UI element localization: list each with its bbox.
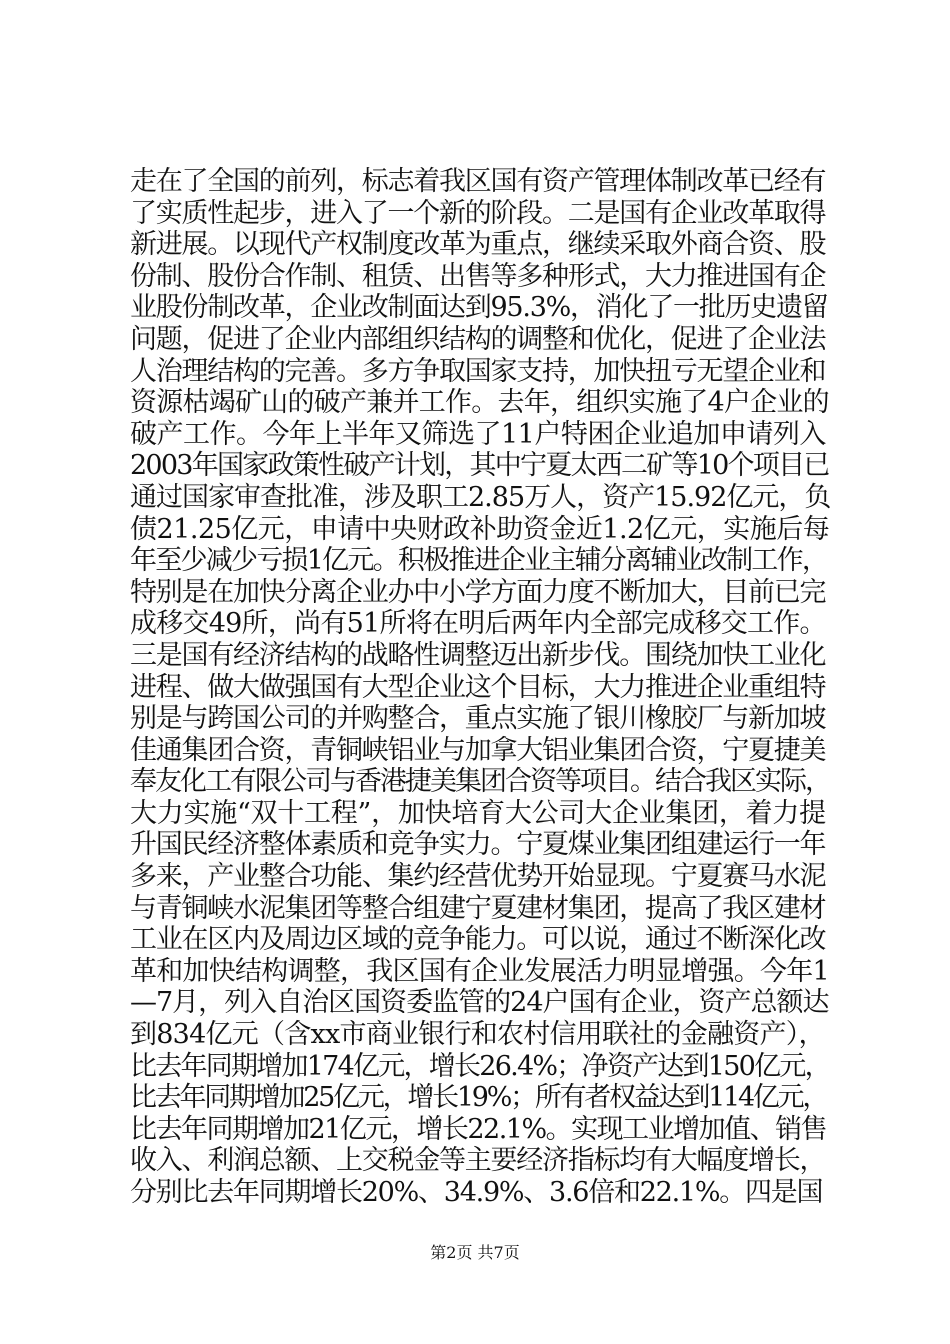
text-line: 新进展。以现代产权制度改革为重点，继续采取外商合资、股	[130, 229, 826, 261]
text-line: 通过国家审查批准，涉及职工2.85万人，资产15.92亿元，负	[130, 481, 831, 513]
text-line: 与青铜峡水泥集团等整合组建宁夏建材集团，提高了我区建材	[130, 892, 826, 924]
text-line: 特别是在加快分离企业办中小学方面力度不断加大，目前已完	[130, 576, 826, 608]
text-line: 成移交49所，尚有51所将在明后两年内全部完成移交工作。	[130, 608, 826, 640]
text-line: 债21.25亿元，申请中央财政补助资金近1.2亿元，实施后每	[130, 513, 830, 545]
text-line: 分别比去年同期增长20%、34.9%、3.6倍和22.1%。四是国	[130, 1177, 823, 1208]
text-line: —7月，列入自治区国资委监管的24户国有企业，资产总额达	[130, 987, 829, 1019]
text-line: 2003年国家政策性破产计划，其中宁夏太西二矿等10个项目已	[130, 450, 829, 482]
text-line: 佳通集团合资，青铜峡铝业与加拿大铝业集团合资，宁夏捷美	[130, 734, 826, 766]
text-line: 升国民经济整体素质和竞争实力。宁夏煤业集团组建运行一年	[130, 829, 826, 861]
text-line: 比去年同期增加21亿元，增长22.1%。实现工业增加值、销售	[130, 1113, 827, 1145]
text-line: 份制、股份合作制、租赁、出售等多种形式，大力推进国有企	[130, 260, 826, 292]
text-line: 资源枯竭矿山的破产兼并工作。去年，组织实施了4户企业的	[130, 387, 829, 419]
text-line: 问题，促进了企业内部组织结构的调整和优化，促进了企业法	[130, 323, 826, 355]
text-line: 破产工作。今年上半年又筛选了11户特困企业追加申请列入	[130, 418, 826, 450]
text-line: 了实质性起步，进入了一个新的阶段。二是国有企业改革取得	[130, 197, 826, 229]
text-line: 多来，产业整合功能、集约经营优势开始显现。宁夏赛马水泥	[130, 861, 826, 893]
text-line: 三是国有经济结构的战略性调整迈出新步伐。围绕加快工业化	[130, 639, 826, 671]
text-line: 进程、做大做强国有大型企业这个目标，大力推进企业重组特	[130, 671, 826, 703]
text-line: 工业在区内及周边区域的竞争能力。可以说，通过不断深化改	[130, 924, 826, 956]
text-line: 收入、利润总额、上交税金等主要经济指标均有大幅度增长，	[130, 1145, 826, 1177]
text-line: 到834亿元（含xx市商业银行和农村信用联社的金融资产），	[130, 1019, 825, 1051]
text-line: 业股份制改革，企业改制面达到95.3%，消化了一批历史遗留	[130, 292, 828, 324]
text-line: 走在了全国的前列，标志着我区国有资产管理体制改革已经有	[130, 166, 826, 197]
text-line: 别是与跨国公司的并购整合，重点实施了银川橡胶厂与新加坡	[130, 703, 826, 735]
text-line: 比去年同期增加174亿元，增长26.4%；净资产达到150亿元，	[130, 1050, 830, 1082]
text-line: 奉友化工有限公司与香港捷美集团合资等项目。结合我区实际，	[130, 766, 830, 798]
text-line: 年至少减少亏损1亿元。积极推进企业主辅分离辅业改制工作，	[130, 545, 828, 577]
body-paragraph	[130, 166, 830, 1209]
text-line: 革和加快结构调整，我区国有企业发展活力明显增强。今年1	[130, 955, 829, 987]
page-footer: 第2页 共7页	[430, 1243, 520, 1262]
text-line: 比去年同期增加25亿元，增长19%；所有者权益达到114亿元，	[130, 1082, 828, 1114]
text-line: 人治理结构的完善。多方争取国家支持，加快扭亏无望企业和	[130, 355, 826, 387]
text-line: 大力实施“双十工程”，加快培育大公司大企业集团，着力提	[130, 797, 826, 829]
